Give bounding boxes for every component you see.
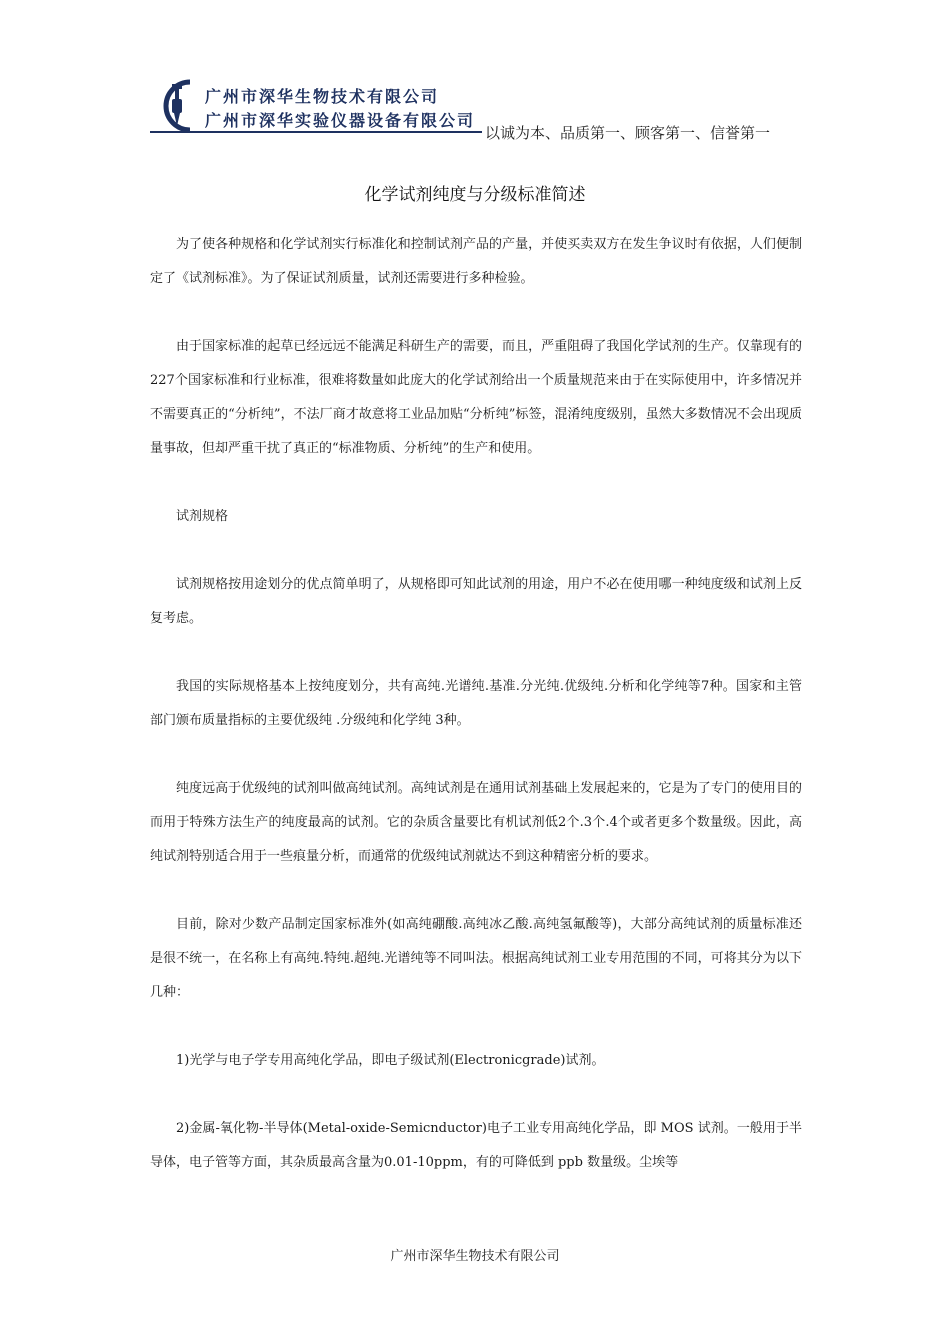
paragraph: 试剂规格按用途划分的优点简单明了，从规格即可知此试剂的用途，用户不必在使用哪一种纯度级和试剂上反复考虑。 (150, 577, 802, 626)
paragraph: 纯度远高于优级纯的试剂叫做高纯试剂。高纯试剂是在通用试剂基础上发展起来的，它是为了专门的使用目的而用于特殊方法生产的纯度最高的试剂。它的杂质含量要比有机试剂低2个.3个.4个或者更多个数量级。因此，高纯试剂特别适合用于一些痕量分析，而通常的优级纯试剂就达不到这种精密分析的要求。 (150, 781, 802, 864)
pipette-logo-icon (150, 78, 198, 134)
section-heading: 试剂规格 (176, 509, 229, 524)
document-title: 化学试剂纯度与分级标准简述 (364, 185, 586, 205)
paragraph: 我国的实际规格基本上按纯度划分，共有高纯.光谱纯.基准.分光纯.优级纯.分析和化学纯等7种。国家和主管部门颁布质量指标的主要优级纯 .分级纯和化学纯 3种。 (150, 679, 802, 728)
paragraph: 为了使各种规格和化学试剂实行标准化和控制试剂产品的产量，并使买卖双方在发生争议时有依据，人们便制定了《试剂标准》。为了保证试剂质量，试剂还需要进行多种检验。 (150, 237, 802, 286)
list-item: 2)金属-氧化物-半导体(Metal-oxide-Semicnductor)电子工业专用高纯化学品，即 MOS 试剂。一般用于半导体，电子管等方面，其杂质最高含量为0.01-10ppm，有的可降低到 ppb 数量级。尘埃等 (150, 1121, 802, 1170)
letterhead (150, 78, 810, 144)
company-slogan: 以诚为本、品质第一、顾客第一、信誉第一 (485, 124, 771, 142)
paragraph: 由于国家标准的起草已经远远不能满足科研生产的需要，而且，严重阻碍了我国化学试剂的生产。仅靠现有的227个国家标准和行业标准，很难将数量如此庞大的化学试剂给出一个质量规范来由于在实际使用中，许多情况并不需要真正的“分析纯”，不法厂商才故意将工业品加贴“分析纯”标签，混淆纯度级别，虽然大多数情况不会出现质量事故，但却严重干扰了真正的“标准物质、分析纯”的生产和使用。 (150, 339, 802, 456)
list-item: 1)光学与电子学专用高纯化学品，即电子级试剂(Electronicgrade)试剂。 (176, 1053, 605, 1068)
page-footer: 广州市深华生物技术有限公司 (390, 1249, 560, 1264)
header-divider (150, 131, 482, 133)
company-name-secondary: 广州市深华实验仪器设备有限公司 (205, 111, 476, 130)
company-name-primary: 广州市深华生物技术有限公司 (205, 87, 440, 106)
document-body (150, 228, 802, 1214)
paragraph: 目前，除对少数产品制定国家标准外(如高纯硼酸.高纯冰乙酸.高纯氢氟酸等)，大部分高纯试剂的质量标准还是很不统一，在名称上有高纯.特纯.超纯.光谱纯等不同叫法。根据高纯试剂工业专用范围的不同，可将其分为以下几种： (150, 917, 802, 1000)
